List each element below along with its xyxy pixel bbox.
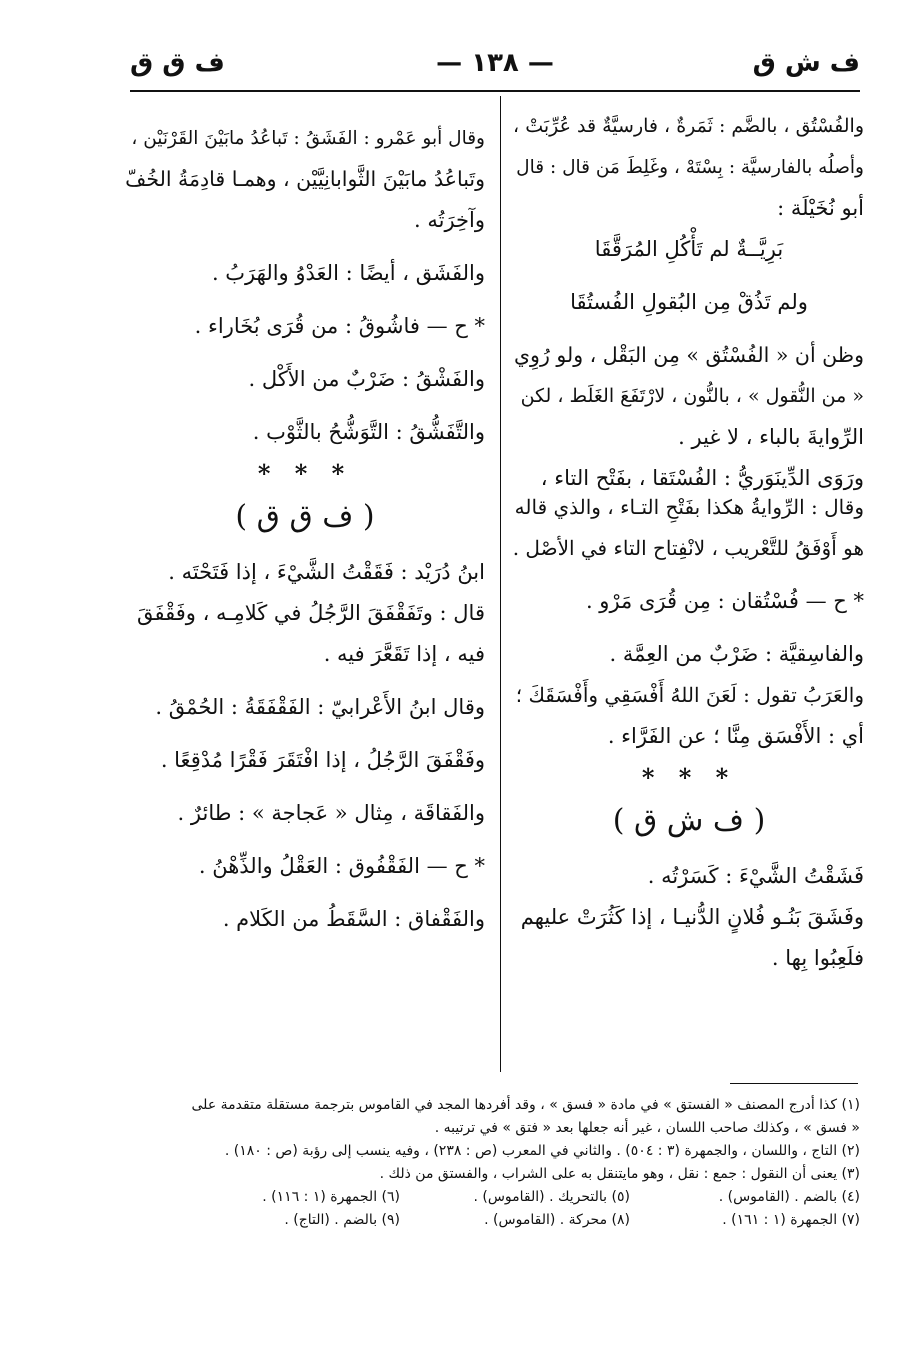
text-line: ورَوَى الدِّينَوَريُّ : الفُسْتَقا ، بفَتْح التاء ،	[540, 466, 864, 490]
text-line: * ح — فاشُوقُ : من قُرَى بُخَاراء .	[194, 314, 485, 338]
text-line: وتَباعُدُ مابَيْنَ الثَّوابانِيَّيْن ، وهمـا قادِمَةُ الخُفّ	[125, 167, 485, 191]
footnote-line: (٢) التاج ، واللسان ، والجمهرة (٣ : ٥٠٤) . والثاني في المعرب (ص : ٢٣٨) ، وفيه ينسب إلى رؤبة (ص : ١٨٠) .	[224, 1143, 860, 1159]
right-column	[514, 112, 864, 985]
header-root-left: ف ق ق	[130, 48, 225, 78]
text-line: وآخِرَتُه .	[414, 208, 485, 232]
footnote-line: « فسق » ، وكذلك صاحب اللسان ، غير أنه جعلها بعد « فتق » في ترتيبه .	[434, 1120, 860, 1136]
text-line: « من النُّقول » ، بالنُّون ، لارْتَفَعَ الغَلَط ، لكن	[520, 385, 864, 407]
entry-heading: ( ف ش ق )	[612, 803, 766, 838]
text-line: فَشَقْتُ الشَّيْءَ : كَسَرْتُه .	[647, 864, 864, 888]
text-line: الرِّوايةَ بالباء ، لا غير .	[678, 425, 864, 449]
text-line: * ح — الفَقْفُوق : العَقْلُ والذِّهْنُ .	[198, 854, 485, 878]
footnote-item: (٤) بالضم . (القاموس) .	[718, 1189, 860, 1205]
text-line: قال : وتَفَقْفَقَ الرَّجُلُ في كَلامِـه ، وفَقْفَقَ	[136, 601, 485, 625]
text-line: أبو نُخَيْلَة :	[777, 196, 864, 220]
left-column	[125, 112, 485, 946]
footnote-line: (١) كذا أدرج المصنف « الفستق » في مادة « فسق » ، وقد أفردها المجد في القاموس بترجمة مستقلة متقدمة على	[191, 1097, 860, 1113]
text-line: والفَشَق ، أيضًا : العَدْوُ والهَرَبُ .	[211, 261, 485, 285]
text-line: هو أَوْفَقُ للتَّعْريب ، لانْفِتاح التاء في الأصْل .	[512, 536, 864, 560]
section-separator: * * *	[257, 459, 353, 488]
footnote-line: (٣) يعنى أن النقول : جمع : نقل ، وهو مايتنقل به على الشراب ، والفستق من ذلك .	[379, 1166, 860, 1182]
text-line: * ح — فُسْتُقان : مِن قُرَى مَرْو .	[585, 589, 864, 613]
verse-line: ولم تَذُقْ مِن البُقولِ الفُستُقَا	[570, 290, 808, 314]
page-header	[130, 40, 860, 92]
verse-line: بَرِيَّــةٌ لم تَأْكُلِ المُرَقَّقَا	[594, 237, 784, 261]
text-line: وقال : الرِّوايةُ هكذا بفَتْحِ التـاء ، والذي قاله	[514, 495, 864, 519]
text-line: فيه ، إذا تَقَعَّرَ فيه .	[323, 642, 485, 666]
text-line: وفَشَقَ بَنُـو فُلانٍ الدُّنيـا ، إذا كَثُرَتْ عليهم	[520, 905, 864, 929]
text-line: أي : الأَفْسَق مِنَّا ؛ عن الفَرَّاء .	[607, 724, 864, 748]
footnote-row	[140, 1186, 860, 1209]
text-line: والتَّفَشُّقُ : التَّوَشُّحُ بالثَّوْب .	[252, 420, 485, 444]
footnote-item: (٩) بالضم . (التاج) .	[284, 1212, 400, 1228]
text-line: والفَقاقَة ، مِثال « عَجاجة » : طائرٌ .	[177, 801, 485, 825]
text-line: ابنُ دُرَيْد : فَقَقْتُ الشَّيْءَ ، إذا فَتَحْتَه .	[168, 560, 485, 584]
text-line: والفاسِقيَّة : ضَرْبٌ من العِمَّة .	[609, 642, 864, 666]
text-line: وأصلُه بالفارسيَّة : بِسْتَهْ ، وغَلِطَ مَن قال : قال	[516, 157, 864, 178]
page-number: — ١٣٨ —	[436, 48, 554, 78]
text-line: والفُسْتُق ، بالضَّم : ثَمَرةٌ ، فارسيَّةٌ قد عُرِّبَتْ ،	[513, 115, 864, 137]
header-root-right: ف ش ق	[752, 48, 860, 78]
column-divider	[500, 96, 501, 1072]
footnote-row	[140, 1209, 860, 1232]
text-line: وفَقْفَقَ الرَّجُلُ ، إذا افْتَقَرَ فَقْرًا مُدْقِعًا .	[160, 748, 485, 772]
entry-heading: ( ف ق ق )	[235, 499, 375, 534]
text-line: والعَرَبُ تقول : لَعَنَ اللهُ أَفْسَقِي وأَفْسَقَكَ ؛	[515, 683, 864, 707]
text-line: فلَعِبُوا بِها .	[771, 946, 864, 970]
footnote-item: (٦) الجمهرة (١ : ١١٦) .	[262, 1189, 400, 1205]
text-line: وقال ابنُ الأَعْرابيّ : الفَقْفَقَةُ : الحُمْقُ .	[155, 695, 485, 719]
footnote-item: (٥) بالتحريك . (القاموس) .	[473, 1189, 630, 1205]
footnote-item: (٨) محركة . (القاموس) .	[484, 1212, 630, 1228]
footnote-item: (٧) الجمهرة (١ : ١٦١) .	[722, 1212, 860, 1228]
text-line: والفَشْقُ : ضَرْبٌ من الأَكْل .	[248, 367, 485, 391]
section-separator: * * *	[641, 763, 737, 792]
text-line: وظن أن « الفُسْتُق » مِن البَقْل ، ولو رُوِي	[514, 343, 864, 367]
footnote-rule	[730, 1083, 858, 1084]
text-line: والفَقْفاق : السَّقَطُ من الكَلام .	[222, 907, 485, 931]
footnotes	[140, 1094, 860, 1232]
text-line: وقال أبو عَمْرو : الفَشَقُ : تَباعُدُ مابَيْنَ القَرْنَيْن ،	[131, 128, 485, 149]
